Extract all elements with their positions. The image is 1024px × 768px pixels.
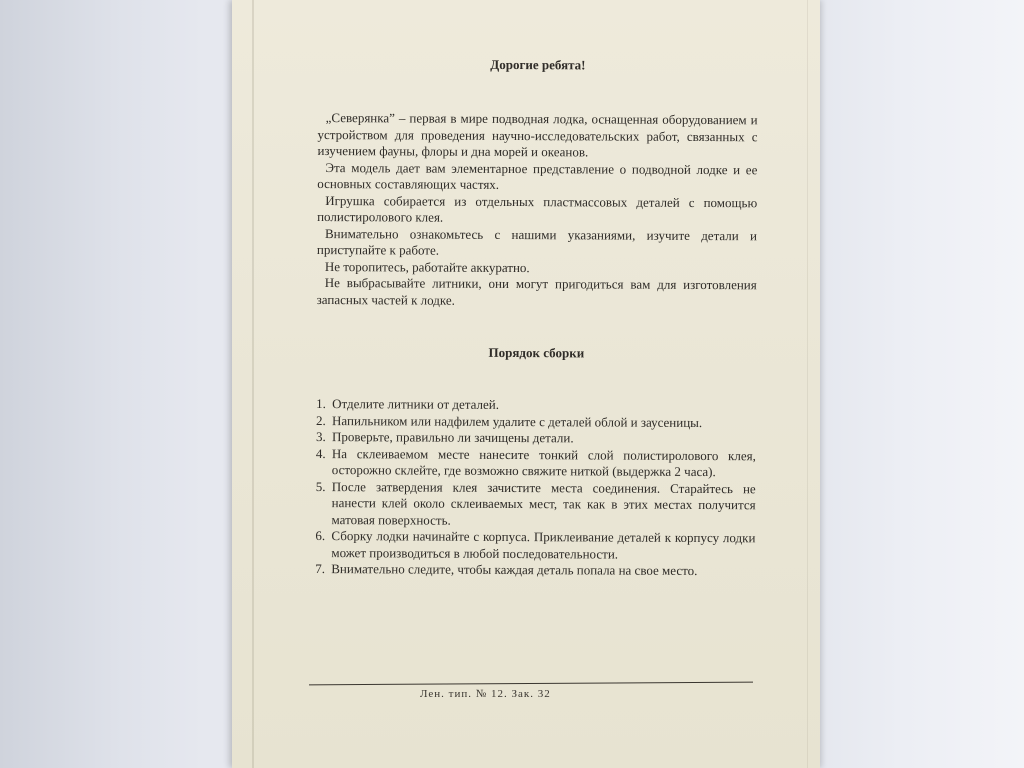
step-text: Отделите литники от деталей. <box>332 396 500 412</box>
assembly-title: Порядок сборки <box>488 344 585 361</box>
paper-fold <box>252 0 254 768</box>
step-number: 7. <box>315 560 326 577</box>
step-number: 2. <box>316 412 326 428</box>
step-number: 4. <box>315 445 326 461</box>
paper-fold-right <box>807 0 808 768</box>
step-text: Сборку лодки начинайте с корпуса. Приклеивание деталей к корпусу лодки может производиться в любой последовательности. <box>331 528 756 562</box>
step-text: После затвердения клея зачистите места соединения. Старайтесь не нанести клей около склеиваемых мест, так как в этих местах получится матовая поверхность. <box>331 478 756 528</box>
intro-section <box>317 110 758 310</box>
document-body <box>315 50 758 580</box>
step-text: Внимательно следите, чтобы каждая деталь попала на свое место. <box>331 561 698 578</box>
assembly-steps <box>315 396 756 580</box>
step-text: На склеиваемом месте нанесите тонкий слой полистиролового клея, осторожно склейте, где возможно свяжите ниткой (выдержка 2 часа). <box>331 445 756 480</box>
document-title: Дорогие ребята! <box>490 56 586 73</box>
step-number: 3. <box>315 428 326 445</box>
assembly-step <box>315 561 755 580</box>
assembly-step <box>316 445 756 480</box>
assembly-step <box>315 528 755 563</box>
intro-paragraph: „Северянка” – первая в мире подводная лодка, оснащенная оборудованием и устройством для проведения научно-исследовательских работ, связанных с изучением фауны, флоры и дна морей и океанов. <box>317 110 758 160</box>
intro-paragraph: Внимательно ознакомьтесь с нашими указаниями, изучите детали и приступайте к работе. <box>316 225 758 258</box>
intro-paragraph: Игрушка собирается из отдельных пластмассовых деталей с помощью полистиролового клея. <box>317 192 758 225</box>
step-text: Напильником или надфилем удалите с деталей облой и заусеницы. <box>332 412 703 430</box>
step-text: Проверьте, правильно ли зачищены детали. <box>331 429 574 446</box>
printer-imprint: Лен. тип. № 12. Зак. 32 <box>420 688 551 700</box>
assembly-step <box>315 478 755 530</box>
intro-paragraph: Эта модель дает вам элементарное представление о подводной лодке и ее основных составляющих частях. <box>317 159 758 192</box>
step-number: 6. <box>315 527 326 544</box>
step-number: 5. <box>315 478 326 494</box>
step-number: 1. <box>316 395 326 412</box>
intro-paragraph: Не выбрасывайте литники, они могут пригодиться вам для изготовления запасных частей к лодке. <box>316 275 757 308</box>
intro-paragraph: Не торопитесь, работайте аккуратно. <box>324 258 530 275</box>
